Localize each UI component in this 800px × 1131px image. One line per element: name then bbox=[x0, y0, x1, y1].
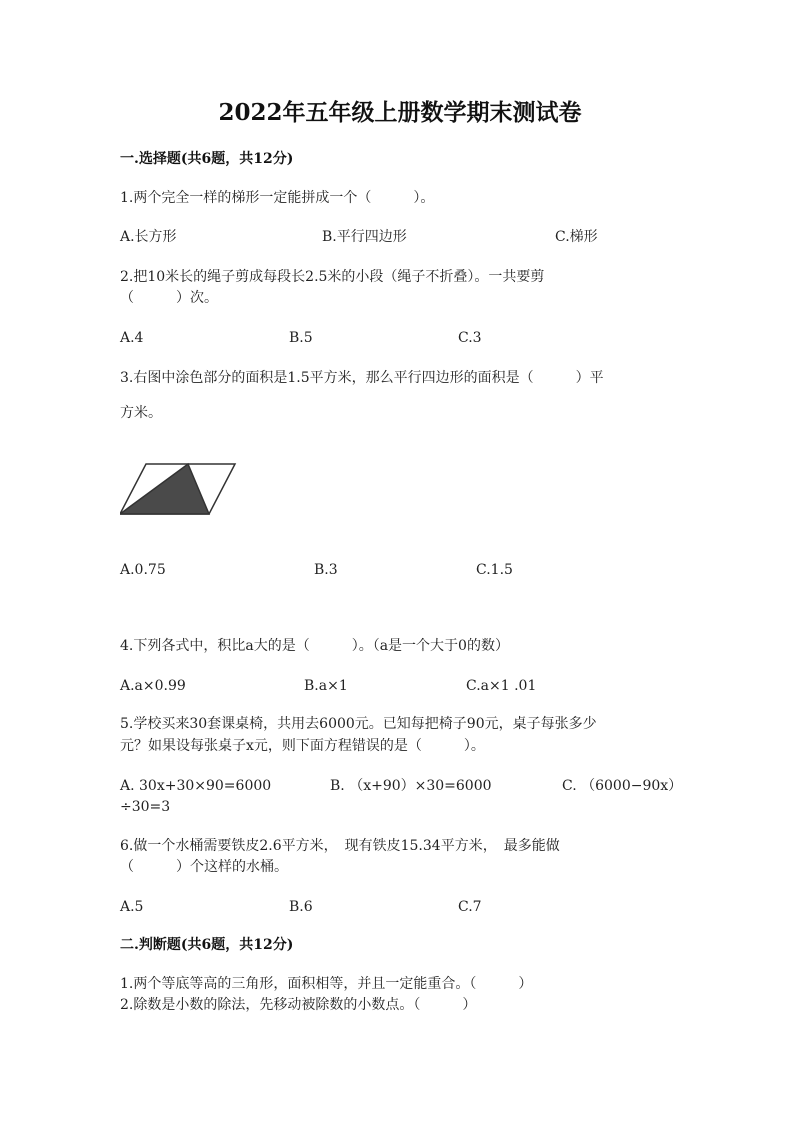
question-6-line-1: 6.做一个水桶需要铁皮2.6平方米， 现有铁皮15.34平方米， 最多能做 bbox=[120, 838, 560, 854]
question-3-line-2: 方米。 bbox=[120, 405, 162, 421]
q3-option-a: A.0.75 bbox=[120, 562, 166, 578]
q5-option-c: C. （6000−90x） bbox=[562, 778, 683, 794]
q5-option-c-continued: ÷30=3 bbox=[120, 799, 171, 815]
q4-option-a: A.a×0.99 bbox=[120, 678, 186, 694]
q3-option-b: B.3 bbox=[314, 562, 338, 578]
q6-option-a: A.5 bbox=[120, 899, 144, 915]
q2-option-a: A.4 bbox=[120, 330, 144, 346]
page-title: 2022年五年级上册数学期末测试卷 bbox=[218, 99, 582, 126]
question-5-line-1: 5.学校买来30套课桌椅，共用去6000元。已知每把椅子90元，桌子每张多少 bbox=[120, 716, 597, 732]
section-heading-judgement: 二.判断题(共6题，共12分) bbox=[120, 937, 294, 953]
q1-option-b: B.平行四边形 bbox=[322, 229, 407, 245]
question-2-line-1: 2.把10米长的绳子剪成每段长2.5米的小段（绳子不折叠）。一共要剪 bbox=[120, 269, 545, 285]
question-6-line-2: （ ）个这样的水桶。 bbox=[120, 859, 288, 875]
q2-option-c: C.3 bbox=[458, 330, 482, 346]
q6-option-b: B.6 bbox=[289, 899, 313, 915]
q1-option-a: A.长方形 bbox=[120, 229, 177, 245]
question-4: 4.下列各式中，积比a大的是（ ）。（a是一个大于0的数） bbox=[120, 638, 509, 654]
q5-option-a: A. 30x+30×90=6000 bbox=[120, 778, 272, 794]
judgement-item-2: 2.除数是小数的除法，先移动被除数的小数点。（ ） bbox=[120, 997, 477, 1013]
q4-option-b: B.a×1 bbox=[304, 678, 348, 694]
question-5-line-2: 元？如果设每张桌子x元，则下面方程错误的是（ ）。 bbox=[120, 738, 485, 754]
section-heading-choice: 一.选择题(共6题，共12分) bbox=[120, 151, 294, 167]
question-2-line-2: （ ）次。 bbox=[120, 290, 218, 306]
q5-option-b: B. （x+90）×30=6000 bbox=[330, 778, 492, 794]
parallelogram-figure bbox=[120, 460, 240, 520]
q2-option-b: B.5 bbox=[289, 330, 313, 346]
q6-option-c: C.7 bbox=[458, 899, 482, 915]
q4-option-c: C.a×1 .01 bbox=[466, 678, 537, 694]
q3-option-c: C.1.5 bbox=[476, 562, 513, 578]
q1-option-c: C.梯形 bbox=[555, 229, 598, 245]
question-1: 1.两个完全一样的梯形一定能拼成一个（ ）。 bbox=[120, 190, 435, 206]
judgement-item-1: 1.两个等底等高的三角形，面积相等，并且一定能重合。（ ） bbox=[120, 976, 533, 992]
question-3-line-1: 3.右图中涂色部分的面积是1.5平方米，那么平行四边形的面积是（ ）平 bbox=[120, 370, 604, 386]
